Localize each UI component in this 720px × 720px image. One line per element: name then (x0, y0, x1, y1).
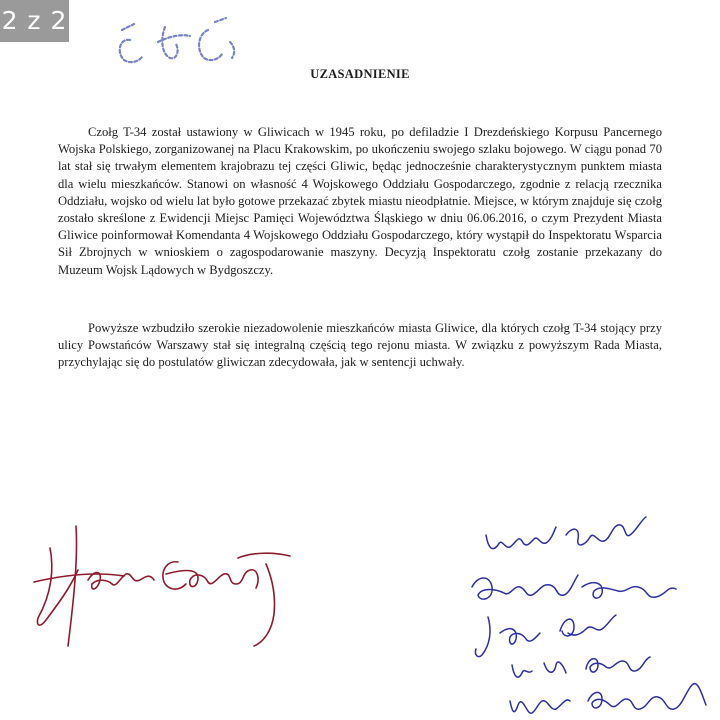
signature-left (28, 518, 298, 653)
handwritten-stamp-mark (110, 12, 255, 74)
justification-paragraph-2: Powyższe wzbudziło szerokie niezadowolenie mieszkańców miasta Gliwice, dla których czołg T-34 stojący przy ulicy Powstańców Warszawy stał się integralną częścią tego rejonu miasta. W związku z powyższym Rada Miasta, przychylając się do postulatów gliwiczan zdecydowała, jak w sentencji uchwały. (58, 321, 662, 370)
justification-paragraph-1: Czołg T-34 został ustawiony w Gliwicach w 1945 roku, po defiladzie I Drezdeńskiego Korpusu Pancernego Wojska Polskiego, zorganizowanej na Placu Krakowskim, po ukończeniu swojego szlaku bojowego. W ciągu ponad 70 lat stał się trwałym elementem krajobrazu tej części Gliwic, będąc jednocześnie charakterystycznym punktem miasta dla wielu mieszkańców. Stanowi on własność 4 Wojskowego Oddziału Gospodarczego, zgodnie z relacją rzecznika Oddziału, wojsko od wielu lat było gotowe przekazać zbytek miastu nieodpłatnie. Miejsce, w którym znajduje się czołg zostało skreślone z Ewidencji Miejsc Pamięci Województwa Śląskiego w dniu 06.06.2016, o czym Prezydent Miasta Gliwice poinformował Komendanta 4 Wojskowego Oddziału Gospodarczego, który wystąpił do Inspektoratu Wsparcia Sił Zbrojnych w wnioskiem o zagospodarowanie maszyny. Decyzją Inspektoratu czołg zostanie przekazany do Muzeum Wojsk Lądowych w Bydgoszczy. (58, 125, 662, 277)
page-number-badge: 2 z 2 (0, 0, 69, 42)
document-title: UZASADNIENIE (310, 67, 410, 81)
signatures-right-block (470, 505, 720, 720)
